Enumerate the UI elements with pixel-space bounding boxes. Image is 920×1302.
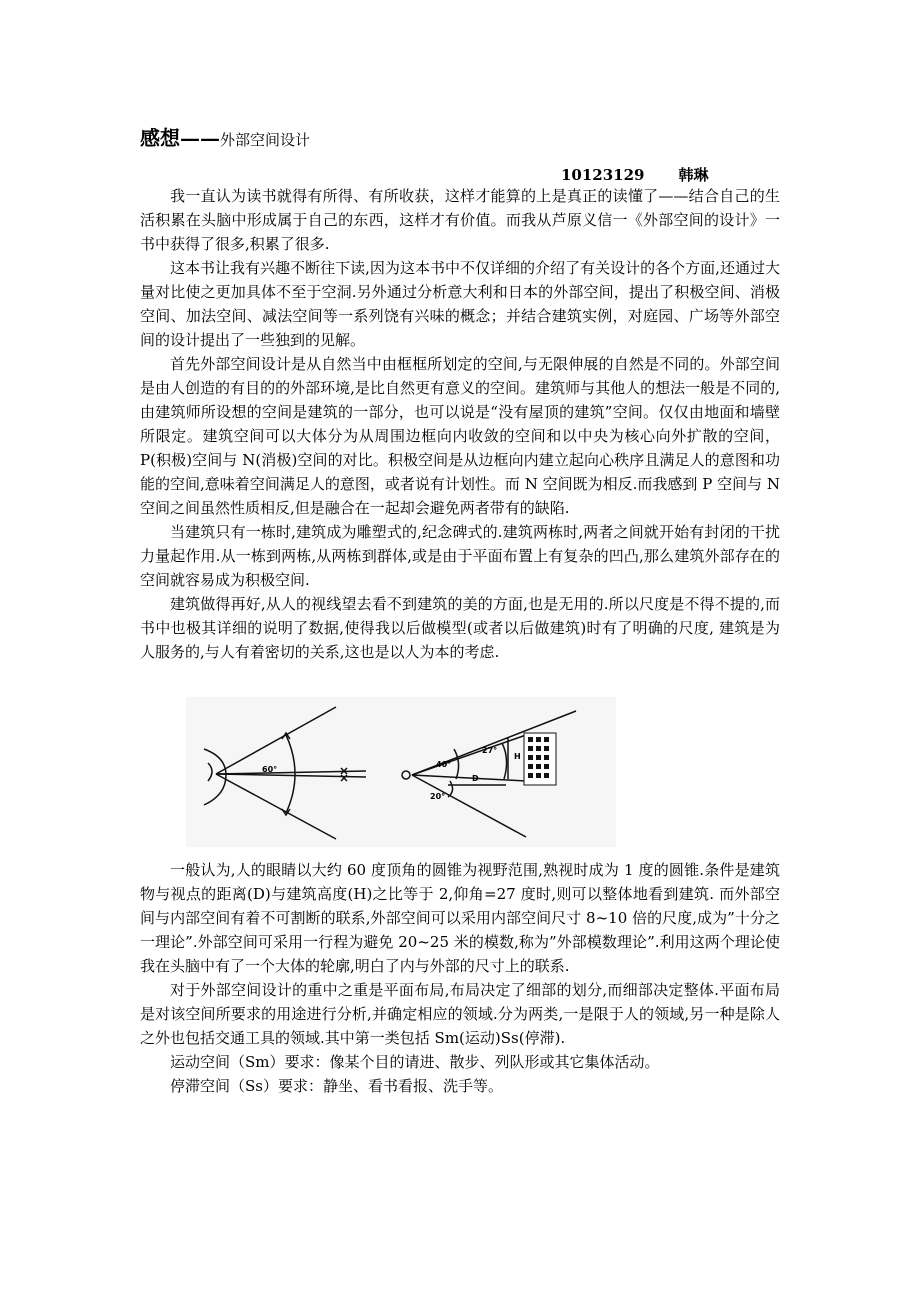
- cone-lower-line: [216, 774, 336, 839]
- label-d: D: [472, 774, 479, 783]
- title-main: 感想——: [140, 126, 220, 150]
- paragraph: 我一直认为读书就得有所得、有所收获，这样才能算的上是真正的读懂了——结合自己的生活积累在头脑中形成属于自己的东西，这样才有价值。而我从芦原义信一《外部空间的设计》一书中获得了很多,积累了很多.: [140, 187, 780, 253]
- vision-angle-figure: [186, 697, 616, 847]
- label-h: H: [514, 752, 521, 761]
- elevation-27-line: [412, 735, 526, 775]
- figure-svg: [186, 697, 616, 847]
- paragraph: 当建筑只有一栋时,建筑成为雕塑式的,纪念碑式的.建筑两栋时,两者之间就开始有封闭的干扰力量起作用.从一栋到两栋,从两栋到群体,或是由于平面布置上有复杂的凹凸,那么建筑外部存在的空间就容易成为积极空间.: [140, 523, 780, 589]
- paragraph: 建筑做得再好,从人的视线望去看不到建筑的美的方面,也是无用的.所以尺度是不得不提的,而书中也极其详细的说明了数据,使得我以后做模型(或者以后做建筑)时有了明确的尺度, 建筑是为人服务的,与人有着密切的关系,这也是以人为本的考虑.: [140, 595, 780, 661]
- title-subtitle: 外部空间设计: [220, 131, 311, 149]
- angle-arc: [286, 735, 295, 813]
- cone-upper-line: [216, 707, 336, 774]
- paragraph: 一般认为,人的眼睛以大约 60 度顶角的圆锥为视野范围,熟视时成为 1 度的圆锥.条件是建筑物与视点的距离(D)与建筑高度(H)之比等于 2,仰角=27 度时,则可以整体地看到建筑. 而外部空间与内部空间有着不可割断的联系,外部空间可以采用内部空间尺寸 8~10 倍的尺度,成为”十分之一理论”.外部空间可采用一行程为避免 20~25 米的模数,称为”外部模数理论”.利用这两个理论使我在头脑中有了一个大体的轮廓,明白了内与外部的尺寸上的联系.: [140, 861, 780, 975]
- paragraph: 对于外部空间设计的重中之重是平面布局,布局决定了细部的划分,而细部决定整体.平面布局是对该空间所要求的用途进行分析,并确定相应的领域.分为两类,一是限于人的领域,另一种是除人之外也包括交通工具的领域.其中第一类包括 Sm(运动)Ss(停滞).: [140, 981, 780, 1047]
- left-angle-label: 60°: [262, 765, 278, 774]
- arc-27: [502, 743, 507, 779]
- author-name: 韩琳: [678, 166, 709, 184]
- page-title: [140, 122, 310, 151]
- paragraph: 运动空间（Sm）要求：像某个目的请进、散步、列队形或其它集体活动。: [170, 1053, 660, 1071]
- eye-circle: [402, 771, 410, 779]
- horizon-line: [412, 775, 526, 781]
- paragraph: 首先外部空间设计是从自然当中由框框所划定的空间,与无限伸展的自然是不同的。外部空间是由人创造的有目的的外部环境,是比自然更有意义的空间。建筑师与其他人的想法一般是不同的,由建筑师所设想的空间是建筑的一部分，也可以说是“没有屋顶的建筑”空间。仅仅由地面和墙壁所限定。建筑空间可以大体分为从周围边框向内收敛的空间和以中央为核心向外扩散的空间，P(积极)空间与 N(消极)空间的对比。积极空间是从边框向内建立起向心秩序且满足人的意图和功能的空间,意味着空间满足人的意图，或者说有计划性。而 N 空间既为相反.而我感到 P 空间与 N 空间之间虽然性质相反,但是融合在一起却会避免两者带有的缺陷.: [140, 355, 780, 517]
- left-diagram: [204, 707, 366, 839]
- author-line: [561, 164, 709, 185]
- label-27: 27°: [482, 746, 498, 755]
- eye-curve: [208, 763, 212, 781]
- body-bottom: [140, 858, 780, 1098]
- label-40: 40°: [436, 760, 452, 769]
- body-top: [140, 184, 780, 664]
- label-20: 20°: [430, 792, 446, 801]
- student-id: 10123129: [561, 166, 645, 184]
- paragraph: 这本书让我有兴趣不断往下读,因为这本书中不仅详细的介绍了有关设计的各个方面,还通过大量对比使之更加具体不至于空洞.另外通过分析意大利和日本的外部空间，提出了积极空间、消极空间、加法空间、减法空间等一系列饶有兴味的概念；并结合建筑实例，对庭园、广场等外部空间的设计提出了一些独到的见解。: [140, 259, 780, 349]
- arc-40: [454, 749, 459, 779]
- paragraph: 停滞空间（Ss）要求：静坐、看书看报、洗手等。: [170, 1077, 503, 1095]
